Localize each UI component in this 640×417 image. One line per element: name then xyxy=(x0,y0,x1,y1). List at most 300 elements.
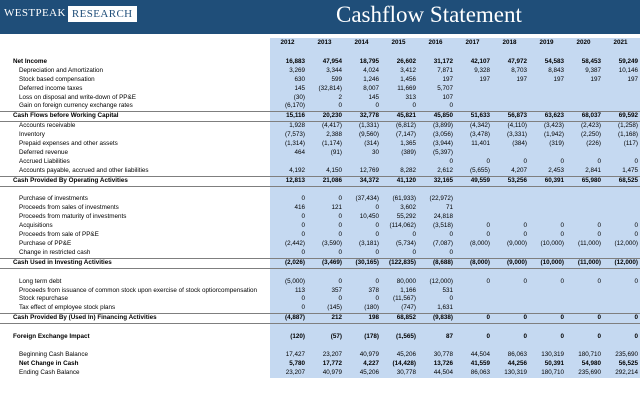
row-label: Stock based compensation xyxy=(19,75,95,83)
value-cell: (120) xyxy=(270,333,307,342)
value-cell xyxy=(566,295,603,304)
value-cell: (384) xyxy=(492,140,529,149)
row-label: Cash Provided By Operating Activities xyxy=(0,176,270,186)
spacer-cell xyxy=(0,268,270,277)
spacer-cell xyxy=(344,324,381,333)
value-cell: 197 xyxy=(603,76,640,85)
spacer-cell xyxy=(418,324,455,333)
value-cell: (4,342) xyxy=(455,122,492,131)
value-cell: 86,063 xyxy=(492,351,529,360)
spacer-cell xyxy=(344,186,381,195)
value-cell: 378 xyxy=(344,287,381,296)
value-cell: 235,690 xyxy=(566,369,603,378)
value-cell: (3,944) xyxy=(418,140,455,149)
value-cell: 1,166 xyxy=(381,287,418,296)
table-row xyxy=(0,112,640,122)
year-header: 2014 xyxy=(344,38,381,49)
value-cell: 0 xyxy=(418,158,455,167)
value-cell: (5,397) xyxy=(418,149,455,158)
row-label: Cash Provided By (Used In) Financing Activities xyxy=(0,314,270,324)
value-cell: 0 xyxy=(344,102,381,111)
value-cell: 2,453 xyxy=(529,167,566,176)
header-blank-cell xyxy=(0,38,270,49)
value-cell: 49,559 xyxy=(455,176,492,186)
value-cell: 45,850 xyxy=(418,112,455,122)
year-header: 2021 xyxy=(603,38,640,49)
value-cell: (6,812) xyxy=(381,122,418,131)
value-cell: 0 xyxy=(307,213,344,222)
value-cell: 0 xyxy=(529,333,566,342)
value-cell: 4,192 xyxy=(270,167,307,176)
spacer-cell xyxy=(492,186,529,195)
value-cell: 0 xyxy=(344,249,381,258)
value-cell: (8,000) xyxy=(455,258,492,268)
value-cell: 1,365 xyxy=(381,140,418,149)
value-cell: 0 xyxy=(603,231,640,240)
value-cell: 10,450 xyxy=(344,213,381,222)
table-row xyxy=(0,249,640,258)
value-cell: 0 xyxy=(307,195,344,204)
value-cell: (3,469) xyxy=(307,258,344,268)
table-row xyxy=(0,149,640,158)
value-cell: 8,843 xyxy=(529,67,566,76)
table-row xyxy=(0,369,640,378)
value-cell: 12,813 xyxy=(270,176,307,186)
logo-part-2: RESEARCH xyxy=(68,6,137,22)
value-cell: 51,633 xyxy=(455,112,492,122)
value-cell xyxy=(566,195,603,204)
spacer-cell xyxy=(566,49,603,58)
value-cell: 0 xyxy=(566,222,603,231)
value-cell: (3,181) xyxy=(344,240,381,249)
value-cell: 121 xyxy=(307,204,344,213)
table-row xyxy=(0,76,640,85)
value-cell xyxy=(492,85,529,94)
value-cell xyxy=(566,287,603,296)
value-cell: (10,000) xyxy=(529,258,566,268)
value-cell: 0 xyxy=(455,278,492,287)
value-cell xyxy=(344,158,381,167)
value-cell: 197 xyxy=(455,76,492,85)
value-cell: 41,120 xyxy=(381,176,418,186)
spacer-cell xyxy=(603,49,640,58)
row-label: Change in restricted cash xyxy=(19,248,91,256)
table-row xyxy=(0,333,640,342)
value-cell: 313 xyxy=(381,94,418,103)
spacer-cell xyxy=(381,342,418,351)
value-cell xyxy=(455,94,492,103)
spacer-cell xyxy=(603,342,640,351)
value-cell xyxy=(529,149,566,158)
value-cell: 47,972 xyxy=(492,58,529,67)
logo-part-1: WESTPEAK xyxy=(2,6,68,22)
header-banner xyxy=(0,0,640,34)
row-label: Stock repurchase xyxy=(19,295,69,303)
row-label: Ending Cash Balance xyxy=(19,368,80,376)
value-cell: 0 xyxy=(381,249,418,258)
value-cell: 197 xyxy=(566,76,603,85)
row-label: Net Change in Cash xyxy=(19,359,79,367)
value-cell xyxy=(603,85,640,94)
value-cell xyxy=(455,287,492,296)
value-cell: (9,000) xyxy=(492,258,529,268)
spacer-cell xyxy=(344,49,381,58)
value-cell: (319) xyxy=(529,140,566,149)
year-header: 2018 xyxy=(492,38,529,49)
value-cell: (5,734) xyxy=(381,240,418,249)
spacer-cell xyxy=(418,186,455,195)
value-cell: 0 xyxy=(270,213,307,222)
row-label: Gain on foreign currency exchange rates xyxy=(19,102,133,110)
value-cell: (1,565) xyxy=(381,333,418,342)
value-cell: (4,110) xyxy=(492,122,529,131)
value-cell: 4,227 xyxy=(344,360,381,369)
spacer-cell xyxy=(529,49,566,58)
table-row xyxy=(0,85,640,94)
value-cell: (30) xyxy=(270,94,307,103)
spacer-cell xyxy=(270,324,307,333)
spacer-cell xyxy=(344,268,381,277)
value-cell: 0 xyxy=(455,231,492,240)
spacer-cell xyxy=(455,342,492,351)
value-cell: 44,256 xyxy=(492,360,529,369)
value-cell: 53,256 xyxy=(492,176,529,186)
value-cell: 197 xyxy=(492,76,529,85)
value-cell: (226) xyxy=(566,140,603,149)
spacer-row xyxy=(0,186,640,195)
spacer-row xyxy=(0,324,640,333)
value-cell: 1,475 xyxy=(603,167,640,176)
value-cell: 20,230 xyxy=(307,112,344,122)
spacer-cell xyxy=(307,49,344,58)
spacer-cell xyxy=(270,49,307,58)
value-cell: 0 xyxy=(307,295,344,304)
value-cell xyxy=(529,204,566,213)
value-cell xyxy=(529,249,566,258)
value-cell: 145 xyxy=(270,85,307,94)
year-header: 2015 xyxy=(381,38,418,49)
value-cell: 15,116 xyxy=(270,112,307,122)
value-cell xyxy=(455,213,492,222)
spacer-cell xyxy=(603,268,640,277)
value-cell xyxy=(455,102,492,111)
value-cell xyxy=(381,158,418,167)
value-cell: 292,214 xyxy=(603,369,640,378)
row-label: Accounts payable, accrued and other liabilities xyxy=(19,166,149,174)
row-label: Loss on disposal and write-down of PP&E xyxy=(19,93,136,101)
value-cell xyxy=(455,295,492,304)
value-cell: (2,423) xyxy=(566,122,603,131)
value-cell: (22,972) xyxy=(418,195,455,204)
row-label: Accounts receivable xyxy=(19,122,76,130)
table-row xyxy=(0,58,640,67)
value-cell: 2 xyxy=(307,94,344,103)
spacer-cell xyxy=(455,49,492,58)
year-header: 2017 xyxy=(455,38,492,49)
spacer-cell xyxy=(0,186,270,195)
value-cell xyxy=(603,102,640,111)
row-label: Cash Used in Investing Activities xyxy=(0,258,270,268)
value-cell: 45,821 xyxy=(381,112,418,122)
value-cell: 0 xyxy=(603,222,640,231)
value-cell xyxy=(529,195,566,204)
value-cell: 630 xyxy=(270,76,307,85)
value-cell: (180) xyxy=(344,304,381,313)
value-cell: 145 xyxy=(344,94,381,103)
value-cell xyxy=(529,295,566,304)
value-cell: (3,590) xyxy=(307,240,344,249)
value-cell: 5,780 xyxy=(270,360,307,369)
value-cell: 11,669 xyxy=(381,85,418,94)
value-cell: 44,504 xyxy=(418,369,455,378)
spacer-cell xyxy=(492,342,529,351)
spacer-cell xyxy=(492,49,529,58)
value-cell: 0 xyxy=(344,278,381,287)
value-cell: (3,423) xyxy=(529,122,566,131)
value-cell xyxy=(529,102,566,111)
table-row xyxy=(0,140,640,149)
spacer-cell xyxy=(307,268,344,277)
spacer-cell xyxy=(529,324,566,333)
value-cell: 2,841 xyxy=(566,167,603,176)
row-label: Accrued Liabilities xyxy=(19,157,70,165)
value-cell: 65,980 xyxy=(566,176,603,186)
value-cell xyxy=(492,149,529,158)
value-cell: 8,282 xyxy=(381,167,418,176)
value-cell: 31,172 xyxy=(418,58,455,67)
spacer-cell xyxy=(418,49,455,58)
row-label: Net Income xyxy=(13,57,47,65)
spacer-cell xyxy=(307,342,344,351)
value-cell: (32,814) xyxy=(307,85,344,94)
value-cell: (30,165) xyxy=(344,258,381,268)
value-cell: (10,000) xyxy=(529,240,566,249)
value-cell: 1,246 xyxy=(344,76,381,85)
value-cell xyxy=(566,304,603,313)
value-cell: 0 xyxy=(307,222,344,231)
table-row xyxy=(0,314,640,324)
value-cell: 531 xyxy=(418,287,455,296)
table-row xyxy=(0,258,640,268)
spacer-cell xyxy=(0,342,270,351)
table-row xyxy=(0,213,640,222)
row-label: Acquisitions xyxy=(19,222,53,230)
value-cell: 0 xyxy=(418,295,455,304)
value-cell xyxy=(455,304,492,313)
value-cell: 9,387 xyxy=(566,67,603,76)
spacer-cell xyxy=(270,186,307,195)
value-cell: 44,504 xyxy=(455,351,492,360)
value-cell: 0 xyxy=(492,314,529,324)
value-cell: 63,623 xyxy=(529,112,566,122)
value-cell: 0 xyxy=(307,249,344,258)
value-cell: (389) xyxy=(381,149,418,158)
value-cell: 0 xyxy=(566,158,603,167)
value-cell xyxy=(492,295,529,304)
table-row xyxy=(0,131,640,140)
value-cell: 50,391 xyxy=(529,360,566,369)
spacer-cell xyxy=(529,268,566,277)
value-cell: 0 xyxy=(270,195,307,204)
spacer-cell xyxy=(0,49,270,58)
value-cell: (9,560) xyxy=(344,131,381,140)
value-cell: (12,000) xyxy=(603,240,640,249)
value-cell xyxy=(566,204,603,213)
value-cell xyxy=(270,158,307,167)
label-overflow-text: rcompensation xyxy=(215,286,258,294)
value-cell: 34,372 xyxy=(344,176,381,186)
table-row xyxy=(0,304,640,313)
value-cell xyxy=(603,204,640,213)
value-cell: 30,778 xyxy=(381,369,418,378)
value-cell: 40,979 xyxy=(307,369,344,378)
table-row xyxy=(0,122,640,131)
row-label: Deferred income taxes xyxy=(19,84,83,92)
value-cell: 0 xyxy=(270,304,307,313)
year-header-row xyxy=(0,38,640,49)
value-cell: (14,428) xyxy=(381,360,418,369)
value-cell xyxy=(603,249,640,258)
table-row xyxy=(0,158,640,167)
value-cell xyxy=(566,213,603,222)
value-cell xyxy=(529,287,566,296)
value-cell: 130,319 xyxy=(529,351,566,360)
value-cell: (3,518) xyxy=(418,222,455,231)
value-cell: 59,249 xyxy=(603,58,640,67)
value-cell xyxy=(603,94,640,103)
value-cell: 10,146 xyxy=(603,67,640,76)
value-cell: (314) xyxy=(344,140,381,149)
value-cell: 0 xyxy=(381,102,418,111)
value-cell xyxy=(603,195,640,204)
value-cell: 24,818 xyxy=(418,213,455,222)
value-cell: (117) xyxy=(603,140,640,149)
value-cell: (11,000) xyxy=(566,258,603,268)
value-cell: 86,063 xyxy=(455,369,492,378)
value-cell xyxy=(492,213,529,222)
value-cell: 32,778 xyxy=(344,112,381,122)
value-cell: 0 xyxy=(270,249,307,258)
year-header: 2019 xyxy=(529,38,566,49)
value-cell: 197 xyxy=(529,76,566,85)
value-cell: 113 xyxy=(270,287,307,296)
value-cell: 58,453 xyxy=(566,58,603,67)
cashflow-table xyxy=(0,38,640,378)
value-cell: (4,887) xyxy=(270,314,307,324)
value-cell: 0 xyxy=(566,333,603,342)
table-row xyxy=(0,222,640,231)
value-cell: (57) xyxy=(307,333,344,342)
value-cell: 18,795 xyxy=(344,58,381,67)
value-cell: 3,412 xyxy=(381,67,418,76)
value-cell: 17,427 xyxy=(270,351,307,360)
value-cell xyxy=(307,158,344,167)
spacer-row xyxy=(0,268,640,277)
value-cell: (8,000) xyxy=(455,240,492,249)
spacer-cell xyxy=(455,186,492,195)
value-cell xyxy=(566,94,603,103)
value-cell: 0 xyxy=(270,222,307,231)
value-cell: (3,478) xyxy=(455,131,492,140)
value-cell: 198 xyxy=(344,314,381,324)
value-cell: (12,000) xyxy=(418,278,455,287)
value-cell xyxy=(455,195,492,204)
value-cell: 55,292 xyxy=(381,213,418,222)
value-cell: (6,170) xyxy=(270,102,307,111)
value-cell: 0 xyxy=(492,222,529,231)
value-cell: 1,928 xyxy=(270,122,307,131)
value-cell: 5,707 xyxy=(418,85,455,94)
value-cell: 41,559 xyxy=(455,360,492,369)
value-cell: 11,401 xyxy=(455,140,492,149)
table-row xyxy=(0,204,640,213)
value-cell xyxy=(529,94,566,103)
company-logo xyxy=(2,6,137,22)
value-cell xyxy=(603,149,640,158)
value-cell: 30,778 xyxy=(418,351,455,360)
value-cell: (4,417) xyxy=(307,122,344,131)
value-cell: 42,107 xyxy=(455,58,492,67)
value-cell: 0 xyxy=(344,222,381,231)
value-cell: 8,007 xyxy=(344,85,381,94)
value-cell: 2,388 xyxy=(307,131,344,140)
value-cell: 180,710 xyxy=(529,369,566,378)
year-header: 2013 xyxy=(307,38,344,49)
spacer-row xyxy=(0,342,640,351)
spacer-cell xyxy=(566,324,603,333)
row-label: Proceeds from issuance of common stock upon exercise of stock optiorcompensation xyxy=(19,286,258,294)
value-cell: 0 xyxy=(566,231,603,240)
value-cell: 1,456 xyxy=(381,76,418,85)
value-cell: 0 xyxy=(603,333,640,342)
value-cell: 23,207 xyxy=(307,351,344,360)
value-cell: (178) xyxy=(344,333,381,342)
value-cell: 0 xyxy=(492,231,529,240)
value-cell: 30 xyxy=(344,149,381,158)
value-cell: 80,000 xyxy=(381,278,418,287)
value-cell: 0 xyxy=(307,102,344,111)
value-cell: (7,147) xyxy=(381,131,418,140)
row-label: Cash Flows before Working Capital xyxy=(0,112,270,122)
value-cell: (11,000) xyxy=(566,240,603,249)
table-row xyxy=(0,195,640,204)
value-cell: 45,206 xyxy=(344,369,381,378)
row-label: Prepaid expenses and other assets xyxy=(19,140,118,148)
value-cell: (11,567) xyxy=(381,295,418,304)
value-cell: (1,174) xyxy=(307,140,344,149)
value-cell: (5,000) xyxy=(270,278,307,287)
value-cell: 0 xyxy=(492,333,529,342)
table-row xyxy=(0,351,640,360)
row-label: Inventory xyxy=(19,131,45,139)
value-cell: 71 xyxy=(418,204,455,213)
value-cell: 0 xyxy=(418,102,455,111)
value-cell: (747) xyxy=(381,304,418,313)
value-cell: 4,207 xyxy=(492,167,529,176)
value-cell: 0 xyxy=(529,314,566,324)
value-cell: (2,250) xyxy=(566,131,603,140)
value-cell: 0 xyxy=(603,158,640,167)
spacer-cell xyxy=(603,324,640,333)
spacer-cell xyxy=(492,324,529,333)
value-cell: (91) xyxy=(307,149,344,158)
spacer-cell xyxy=(566,186,603,195)
value-cell: 130,319 xyxy=(492,369,529,378)
value-cell: (8,688) xyxy=(418,258,455,268)
value-cell: 3,269 xyxy=(270,67,307,76)
value-cell xyxy=(603,287,640,296)
value-cell: 12,769 xyxy=(344,167,381,176)
